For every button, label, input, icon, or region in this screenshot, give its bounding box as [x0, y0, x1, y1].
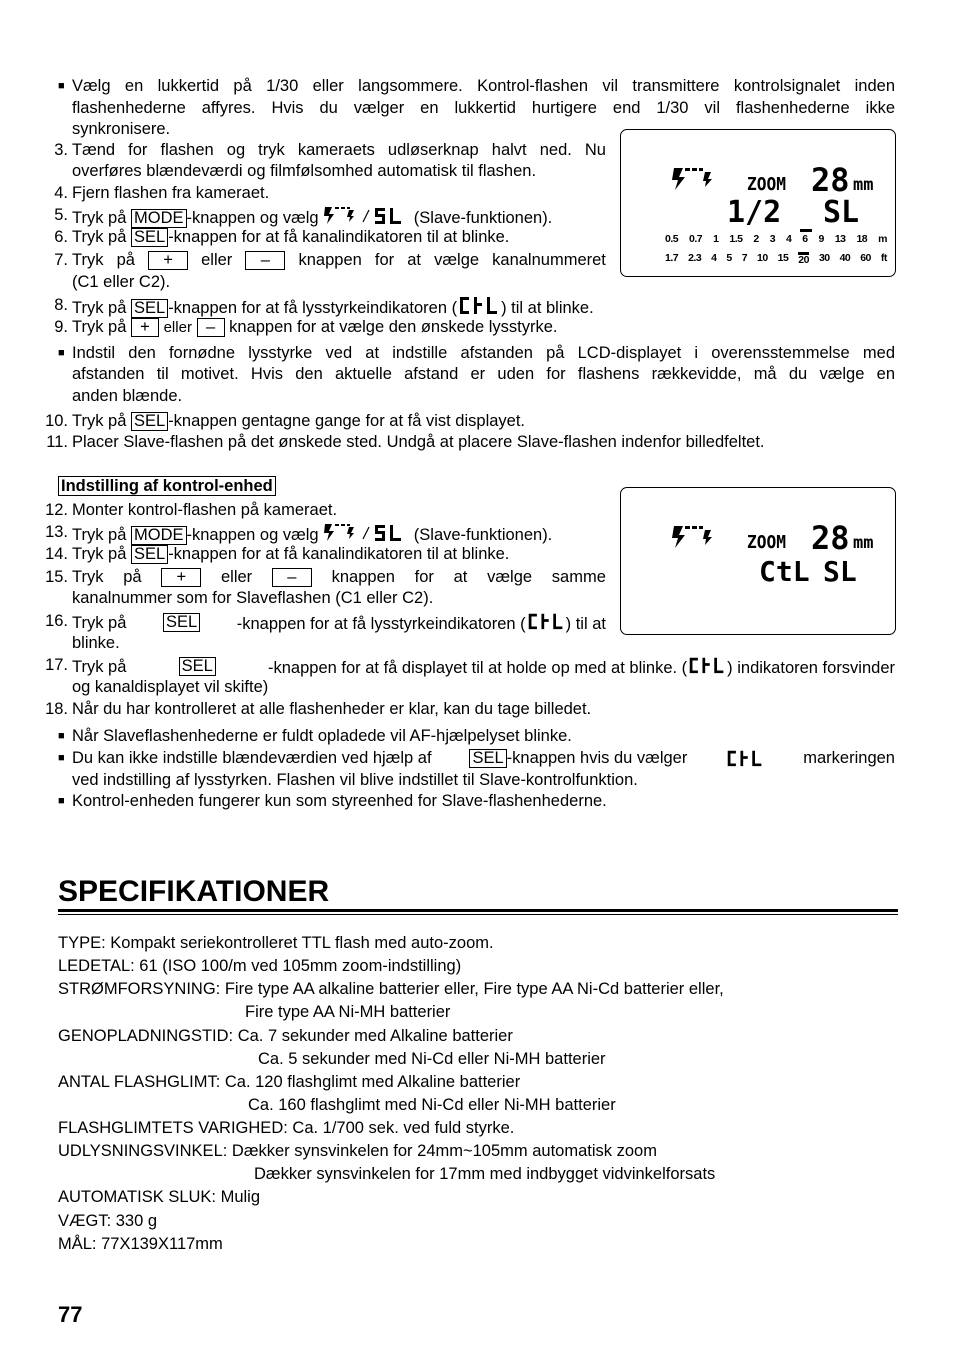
scale-tick: 1.7: [665, 252, 679, 264]
step-number: 13.: [45, 523, 68, 541]
step-number: 15.: [45, 568, 68, 586]
ctl-indicator-icon: [687, 654, 727, 676]
zoom-unit: mm: [853, 533, 874, 553]
minus-key: –: [272, 568, 312, 587]
sel-key: SEL: [163, 613, 200, 632]
step-15-line2: kanalnummer som for Slaveflashen (C1 eller C2).: [72, 589, 434, 607]
step-16-line1: Tryk på SEL -knappen for at få lysstyrkeindikatoren ( ) til at: [72, 610, 606, 635]
zoom-value: 28: [811, 161, 850, 199]
spec-flashes-line1: ANTAL FLASHGLIMT: Ca. 120 flashglimt med Alkaline batterier: [58, 1073, 521, 1091]
ctl-indicator-icon: [457, 294, 501, 316]
bullet-marker: ■: [58, 795, 65, 807]
bullet-distance-line1: Indstil den fornødne lysstyrke ved at indstille afstanden på LCD-displayet i overensstemmelse med: [72, 344, 895, 362]
scale-tick: 4: [785, 233, 792, 245]
spec-guide-number: LEDETAL: 61 (ISO 100/m ved 105mm zoom-indstilling): [58, 957, 462, 975]
step-number: 5.: [54, 206, 68, 224]
spec-auto-off: AUTOMATISK SLUK: Mulig: [58, 1188, 261, 1206]
scale-tick: 15: [777, 252, 789, 264]
step-7-line1: Tryk på + eller – knappen for at vælge kanalnummeret: [72, 250, 606, 269]
scale-tick: 2.3: [688, 252, 702, 264]
flash-slave-icon: [671, 166, 719, 192]
spec-duration: FLASHGLIMTETS VARIGHED: Ca. 1/700 sek. ved fuld styrke.: [58, 1119, 515, 1137]
step-number: 18.: [45, 700, 68, 718]
spec-recycle-line2: Ca. 5 sekunder med Ni-Cd eller Ni-MH batterier: [258, 1050, 606, 1068]
bullet-marker: ■: [58, 80, 65, 92]
scale-tick: 4: [711, 252, 717, 264]
ctl-indicator-icon: [725, 747, 765, 769]
bullet-af-light: Når Slaveflashenhederne er fuldt opladede vil AF-hjælpelyset blinke.: [72, 727, 572, 745]
minus-key: –: [197, 318, 225, 337]
section-heading: Indstilling af kontrol-enhed: [58, 475, 276, 497]
aperture-value: 1/2: [727, 195, 782, 230]
spec-title: SPECIFIKATIONER: [58, 875, 330, 908]
spec-weight: VÆGT: 330 g: [58, 1212, 158, 1230]
step-9-text: Tryk på + eller – knappen for at vælge den ønskede lysstyrke.: [72, 318, 558, 336]
step-number: 9.: [54, 318, 68, 336]
scale-tick: 60: [860, 252, 871, 264]
scale-tick: 1: [713, 233, 719, 245]
bullet-marker: ■: [58, 752, 65, 764]
step-number: 10.: [45, 412, 68, 430]
scale-tick: 13: [834, 233, 846, 245]
step-number: 12.: [45, 501, 68, 519]
plus-key: +: [131, 318, 159, 337]
step-number: 4.: [54, 184, 68, 202]
step-4-text: Fjern flashen fra kameraet.: [72, 184, 270, 202]
step-11-text: Placer Slave-flashen på det ønskede sted. Undgå at placere Slave-flashen indenfor billedfeltet.: [72, 433, 765, 451]
step-number: 8.: [54, 296, 68, 314]
spec-power-line1: STRØMFORSYNING: Fire type AA alkaline batterier eller, Fire type AA Ni-Cd batterier eller,: [58, 980, 724, 998]
plus-key: +: [161, 568, 201, 587]
step-number: 6.: [54, 228, 68, 246]
spec-flashes-line2: Ca. 160 flashglimt med Ni-Cd eller Ni-MH batterier: [248, 1096, 616, 1114]
step-number: 11.: [46, 433, 68, 451]
scale-tick: 3: [769, 233, 776, 245]
zoom-value: 28: [811, 519, 850, 557]
sel-key: SEL: [179, 657, 216, 676]
plus-key: +: [148, 251, 188, 270]
lcd-display-slave: [620, 129, 896, 277]
step-number: 14.: [45, 545, 68, 563]
spec-dimensions: MÅL: 77X139X117mm: [58, 1235, 223, 1253]
page-number: 77: [58, 1302, 83, 1327]
bullet-distance-line2: afstanden til motivet. Hvis den aktuelle afstand er uden for flashens rækkevidde, må du vælge en: [72, 365, 895, 383]
step-5-text: Tryk på MODE -knappen og vælg (Slave-funktionen).: [72, 204, 552, 229]
scale-tick: 18: [856, 233, 868, 245]
step-12-text: Monter kontrol-flashen på kameraet.: [72, 501, 338, 519]
slave-mode-text: SL: [823, 195, 860, 230]
step-number: 17.: [45, 656, 68, 674]
sel-key: SEL: [131, 299, 168, 318]
step-3-line2: overføres blændeværdi og filmfølsomhed automatisk til flashen.: [72, 162, 537, 180]
scale-tick: 1.5: [729, 233, 743, 245]
step-17-line1: Tryk på SEL -knappen for at få displayet til at holde op med at blinke. ( ) indikatoren forsvinder: [72, 654, 895, 679]
step-13-text: Tryk på MODE -knappen og vælg (Slave-funktionen).: [72, 521, 552, 546]
ctl-indicator-icon: [526, 610, 566, 632]
step-number: 7.: [54, 251, 68, 269]
spec-angle-line1: UDLYSNINGSVINKEL: Dækker synsvinkelen for 24mm~105mm automatisk zoom: [58, 1142, 657, 1160]
step-18-text: Når du har kontrolleret at alle flashenheder er klar, kan du tage billedet.: [72, 700, 592, 718]
zoom-unit: mm: [853, 175, 874, 195]
bullet-marker: ■: [58, 730, 65, 742]
bullet-aperture-line2: ved indstilling af lysstyrken. Flashen vil blive indstillet til Slave-kontrolfunktion.: [72, 771, 638, 789]
selected-distance: 6: [802, 233, 807, 245]
scale-tick: 5: [726, 252, 732, 264]
scale-tick: ft: [880, 252, 887, 264]
zoom-label: ZOOM: [747, 532, 787, 553]
bullet-shutter-line2: flashenhederne affyres. Hvis du vælger en lukkertid hurtigere end 1/30 vil flashenhederne ikke: [72, 99, 895, 117]
step-number: 3.: [54, 141, 68, 159]
step-16-line2: blinke.: [72, 634, 120, 652]
meter-scale: [665, 233, 887, 245]
scale-tick: 20: [798, 254, 809, 266]
slave-mode-text: SL: [823, 555, 857, 588]
scale-tick: m: [878, 233, 887, 245]
mode-key: MODE: [131, 526, 187, 545]
step-3-line1: Tænd for flashen og tryk kameraets udløserknap halvt ned. Nu: [72, 141, 606, 159]
scale-tick: 30: [818, 252, 830, 264]
scale-tick: 9: [818, 233, 824, 245]
heading-rule-thin: [58, 914, 898, 915]
sel-key: SEL: [131, 228, 168, 247]
flash-slave-icon: [671, 524, 719, 550]
distance-marker: [800, 229, 812, 232]
minus-key: –: [245, 251, 285, 270]
spec-angle-line2: Dækker synsvinkelen for 17mm med indbygget vidvinkelforsats: [254, 1165, 716, 1183]
feet-scale: [665, 252, 887, 265]
step-17-line2: og kanaldisplayet vil skifte): [72, 678, 269, 696]
mode-key: MODE: [131, 209, 187, 228]
step-14-text: Tryk på SEL -knappen for at få kanalindikatoren til at blinke.: [72, 545, 510, 563]
step-8-text: Tryk på SEL -knappen for at få lysstyrkeindikatoren ( ) til at blinke.: [72, 294, 594, 319]
ctl-text: CtL: [759, 555, 810, 588]
scale-tick: 10: [757, 252, 768, 264]
scale-tick: 0.7: [689, 233, 703, 245]
scale-tick: 7: [741, 252, 748, 264]
step-10-text: Tryk på SEL -knappen gentagne gange for at få vist displayet.: [72, 412, 526, 430]
bullet-control-unit: Kontrol-enheden fungerer kun som styreenhed for Slave-flashenhederne.: [72, 792, 607, 810]
bullet-distance-line3: anden blænde.: [72, 387, 183, 405]
step-15-line1: Tryk på + eller – knappen for at vælge samme: [72, 567, 606, 586]
bullet-marker: ■: [58, 347, 65, 359]
spec-type: TYPE: Kompakt seriekontrolleret TTL flash med auto-zoom.: [58, 934, 494, 952]
scale-tick: 2: [753, 233, 759, 245]
slave-mode-symbol-icon: [323, 521, 409, 543]
lcd-display-controller: [620, 487, 896, 635]
step-number: 16.: [45, 612, 68, 630]
spec-recycle-line1: GENOPLADNINGSTID: Ca. 7 sekunder med Alkaline batterier: [58, 1027, 513, 1045]
sel-key: SEL: [131, 545, 168, 564]
scale-tick: 40: [839, 252, 851, 264]
slave-mode-symbol-icon: [323, 204, 409, 226]
step-7-line2: (C1 eller C2).: [72, 273, 171, 291]
sel-key: SEL: [131, 412, 168, 431]
spec-power-line2: Fire type AA Ni-MH batterier: [245, 1003, 451, 1021]
zoom-label: ZOOM: [747, 174, 787, 195]
sel-key: SEL: [469, 749, 506, 768]
bullet-shutter-line1: Vælg en lukkertid på 1/30 eller langsommere. Kontrol-flashen vil transmittere kontrolsignalet inden: [72, 77, 895, 95]
scale-tick: 0.5: [665, 233, 679, 245]
heading-rule-thick: [58, 909, 898, 912]
step-6-text: Tryk på SEL -knappen for at få kanalindikatoren til at blinke.: [72, 228, 510, 246]
bullet-aperture-line1: Du kan ikke indstille blændeværdien ved hjælp af SEL -knappen hvis du vælger markeringen: [72, 749, 895, 767]
bullet-shutter-line3: synkronisere.: [72, 120, 171, 138]
